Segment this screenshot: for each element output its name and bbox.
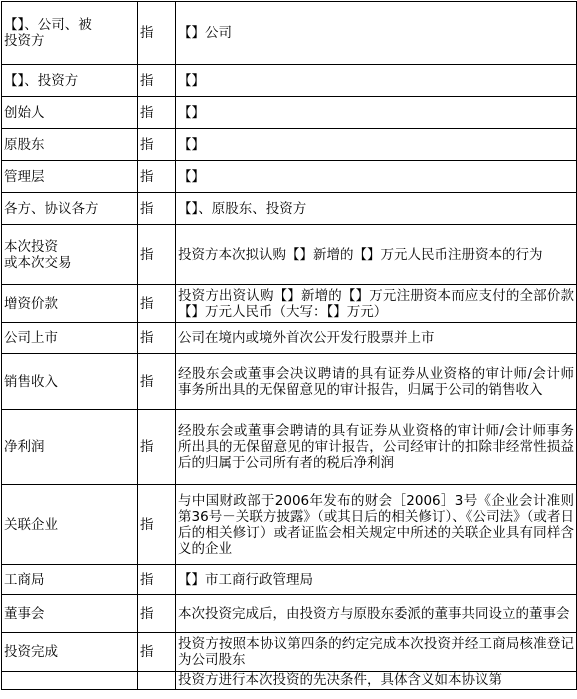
term-cell — [2, 193, 138, 225]
definition-cell: 【】 — [176, 161, 577, 193]
term-cell — [2, 595, 138, 633]
definition-cell: 【】 — [176, 97, 577, 129]
refers-to-cell: 指 — [138, 129, 176, 161]
term-text: 投资完成 — [4, 644, 58, 660]
definition-cell: 投资方出资认购【】新增的【】万元注册资本而应支付的全部价款【】万元人民币（大写：【】万元） — [176, 285, 577, 323]
refers-to-cell: 指 — [138, 485, 176, 565]
definition-row — [2, 633, 577, 672]
term-text: 关联企业 — [4, 516, 58, 533]
definition-cell: 【】公司 — [176, 2, 577, 65]
term-text: 【】、投资方 — [4, 72, 79, 89]
term-text: 创始人 — [4, 104, 45, 121]
refers-to-cell: 指 — [138, 65, 176, 97]
definitions-table-body — [2, 2, 577, 690]
definition-cell: 【】 — [176, 65, 577, 97]
refers-to-cell: 指 — [138, 410, 176, 485]
term-text: 各方、协议各方 — [4, 200, 99, 217]
refers-to-cell: 指 — [138, 97, 176, 129]
refers-to-cell: 指 — [138, 161, 176, 193]
definition-cell: 公司在境内或境外首次公开发行股票并上市 — [176, 323, 577, 354]
definition-cell: 【】市工商行政管理局 — [176, 565, 577, 595]
definition-row — [2, 285, 577, 323]
definition-cell: 【】、原股东、投资方 — [176, 193, 577, 225]
definition-row — [2, 2, 577, 65]
refers-to-cell: 指 — [138, 323, 176, 354]
term-cell — [2, 410, 138, 485]
definition-row — [2, 672, 577, 690]
term-cell — [2, 65, 138, 97]
definition-row — [2, 97, 577, 129]
definition-row — [2, 225, 577, 285]
refers-to-cell: 指 — [138, 595, 176, 633]
definition-row — [2, 65, 577, 97]
term-cell — [2, 485, 138, 565]
definition-cell: 投资方本次拟认购【】新增的【】万元人民币注册资本的行为 — [176, 225, 577, 285]
definition-row — [2, 595, 577, 633]
definition-cell: 经股东会或董事会决议聘请的具有证券从业资格的审计师/会计师事务所出具的无保留意见的审计报告，归属于公司的销售收入 — [176, 354, 577, 410]
term-text: 本次投资 或本次交易 — [4, 238, 72, 271]
term-text: 增资价款 — [4, 295, 58, 312]
term-cell — [2, 354, 138, 410]
definition-row — [2, 410, 577, 485]
term-cell — [2, 672, 138, 690]
refers-to-cell: 指 — [138, 565, 176, 595]
refers-to-cell: 指 — [138, 633, 176, 672]
definition-row — [2, 565, 577, 595]
term-cell — [2, 633, 138, 672]
term-cell — [2, 2, 138, 65]
refers-to-cell — [138, 672, 176, 690]
refers-to-cell: 指 — [138, 285, 176, 323]
definition-cell: 经股东会或董事会聘请的具有证券从业资格的审计师/会计师事务所出具的无保留意见的审计报告，公司经审计的扣除非经常性损益后的归属于公司所有者的税后净利润 — [176, 410, 577, 485]
definition-row — [2, 129, 577, 161]
definition-cell: 投资方按照本协议第四条的约定完成本次投资并经工商局核准登记为公司股东 — [176, 633, 577, 672]
term-text: 净利润 — [4, 439, 45, 455]
definition-row — [2, 485, 577, 565]
definition-cell: 本次投资完成后，由投资方与原股东委派的董事共同设立的董事会 — [176, 595, 577, 633]
definition-cell: 投资方进行本次投资的先决条件，具体含义如本协议第 — [176, 672, 577, 690]
term-cell — [2, 161, 138, 193]
refers-to-cell: 指 — [138, 225, 176, 285]
refers-to-cell: 指 — [138, 193, 176, 225]
definition-row — [2, 193, 577, 225]
term-text: 销售收入 — [4, 373, 58, 390]
term-cell — [2, 565, 138, 595]
definition-row — [2, 161, 577, 193]
term-cell — [2, 97, 138, 129]
term-text: 【】、公司、被 投资方 — [4, 17, 92, 49]
definitions-table — [1, 1, 577, 690]
term-text: 管理层 — [4, 168, 45, 185]
term-cell — [2, 285, 138, 323]
definition-row — [2, 323, 577, 354]
refers-to-cell: 指 — [138, 354, 176, 410]
refers-to-cell: 指 — [138, 2, 176, 65]
term-text: 董事会 — [4, 605, 45, 622]
term-text: 工商局 — [4, 571, 45, 588]
term-cell — [2, 129, 138, 161]
definition-cell: 【】 — [176, 129, 577, 161]
definition-cell: 与中国财政部于2006年发布的财会［2006］3号《企业会计准则第36号－关联方披露》（或其日后的相关修订）、《公司法》（或者日后的相关修订）或者证监会相关规定中所述的关联企业具有同样含义的企业 — [176, 485, 577, 565]
term-text: 公司上市 — [4, 330, 58, 346]
term-cell — [2, 225, 138, 285]
term-cell — [2, 323, 138, 354]
term-text: 原股东 — [4, 136, 45, 153]
definition-row — [2, 354, 577, 410]
